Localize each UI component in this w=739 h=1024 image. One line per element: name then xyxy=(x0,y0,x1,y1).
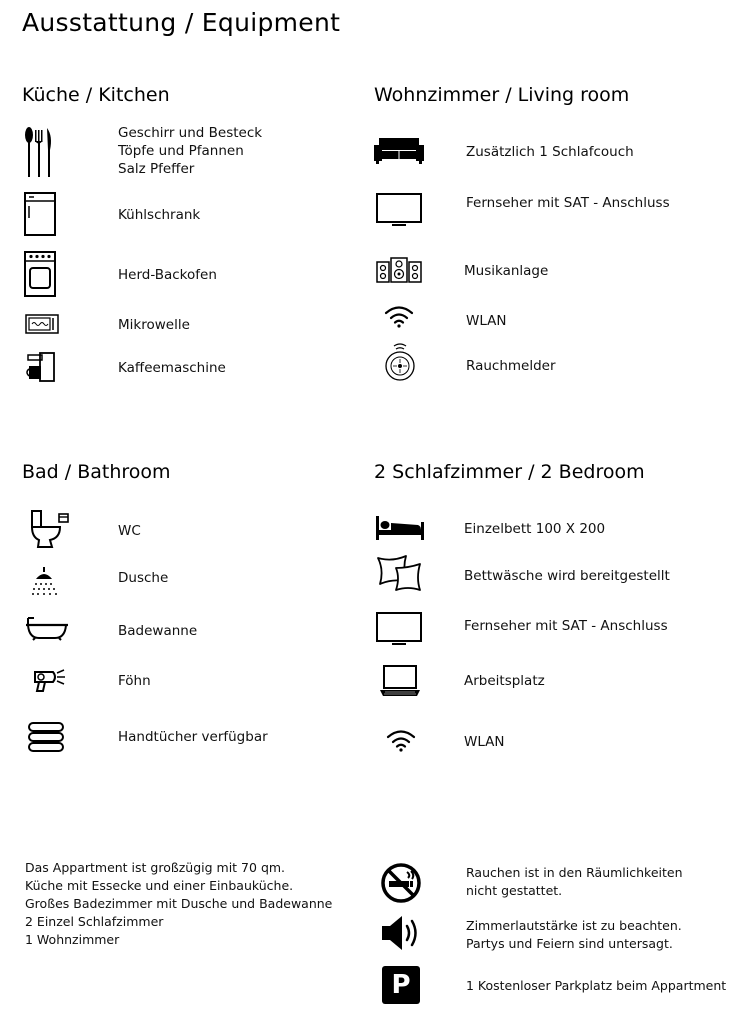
kitchen-item-fridge: Kühlschrank xyxy=(118,207,201,223)
rule-parking: 1 Kostenloser Parkplatz beim Appartment xyxy=(466,978,727,993)
bathroom-item-hairdryer: Föhn xyxy=(118,673,151,689)
kitchen-item-line: Geschirr und Besteck xyxy=(118,125,263,141)
stereo-icon xyxy=(376,257,422,283)
bathroom-item-wc: WC xyxy=(118,523,141,539)
living-item-tv: Fernseher mit SAT - Anschluss xyxy=(466,195,670,211)
rule-line: Zimmerlautstärke ist zu beachten. xyxy=(466,918,682,933)
wifi-icon xyxy=(386,728,416,752)
description-line: Großes Badezimmer mit Dusche und Badewanne xyxy=(25,896,333,911)
bedroom-item-tv: Fernseher mit SAT - Anschluss xyxy=(464,618,668,634)
tv-icon xyxy=(376,612,422,646)
tv-icon xyxy=(376,193,422,227)
living-heading: Wohnzimmer / Living room xyxy=(374,84,630,106)
bedroom-item-bed: Einzelbett 100 X 200 xyxy=(464,521,606,537)
speaker-icon xyxy=(380,914,422,952)
description-line: Küche mit Essecke und einer Einbauküche. xyxy=(25,878,294,893)
laptop-icon xyxy=(379,665,421,697)
living-item-smoke-detector: Rauchmelder xyxy=(466,358,556,374)
smoke-detector-icon xyxy=(384,342,416,382)
bedroom-item-wifi: WLAN xyxy=(464,734,505,750)
description-line: 1 Wohnzimmer xyxy=(25,932,120,947)
cutlery-icon xyxy=(22,126,54,178)
rule-noise xyxy=(466,917,682,953)
living-item-stereo: Musikanlage xyxy=(464,263,549,279)
rule-no-smoking xyxy=(466,864,683,900)
rule-line: Partys und Feiern sind untersagt. xyxy=(466,936,673,951)
bathroom-item-shower: Dusche xyxy=(118,570,169,586)
description-line: 2 Einzel Schlafzimmer xyxy=(25,914,164,929)
apartment-description xyxy=(25,859,332,949)
kitchen-item-line: Töpfe und Pfannen xyxy=(118,143,244,159)
coffee-machine-icon xyxy=(26,352,56,382)
bedroom-item-bedding: Bettwäsche wird bereitgestellt xyxy=(464,568,670,584)
toilet-icon xyxy=(30,510,70,548)
kitchen-item-oven: Herd-Backofen xyxy=(118,267,217,283)
bathroom-item-towels: Handtücher verfügbar xyxy=(118,729,268,745)
bathroom-heading: Bad / Bathroom xyxy=(22,461,171,483)
kitchen-item-coffee: Kaffeemaschine xyxy=(118,360,226,376)
microwave-icon xyxy=(25,314,59,334)
kitchen-item-microwave: Mikrowelle xyxy=(118,317,190,333)
shower-icon xyxy=(30,566,62,598)
oven-icon xyxy=(24,251,56,297)
hairdryer-icon xyxy=(33,669,67,693)
pillows-icon xyxy=(376,554,422,592)
no-smoking-icon xyxy=(380,862,422,904)
kitchen-item-line: Salz Pfeffer xyxy=(118,161,195,177)
bedroom-heading: 2 Schlafzimmer / 2 Bedroom xyxy=(374,461,645,483)
fridge-icon xyxy=(24,192,56,236)
bedroom-item-desk: Arbeitsplatz xyxy=(464,673,545,689)
wifi-icon xyxy=(384,304,414,328)
page-title: Ausstattung / Equipment xyxy=(22,8,341,37)
rule-line: Rauchen ist in den Räumlichkeiten xyxy=(466,865,683,880)
description-line: Das Appartment ist großzügig mit 70 qm. xyxy=(25,860,286,875)
bathtub-icon xyxy=(25,616,69,640)
living-item-sofa: Zusätzlich 1 Schlafcouch xyxy=(466,144,634,160)
living-item-wifi: WLAN xyxy=(466,313,507,329)
sofa-icon xyxy=(374,137,424,164)
kitchen-heading: Küche / Kitchen xyxy=(22,84,170,106)
towels-icon xyxy=(27,722,65,752)
rule-line: nicht gestattet. xyxy=(466,883,563,898)
kitchen-item-tableware xyxy=(118,124,262,178)
bathroom-item-bathtub: Badewanne xyxy=(118,623,198,639)
parking-icon: P xyxy=(382,966,420,1004)
bed-icon xyxy=(376,516,424,540)
